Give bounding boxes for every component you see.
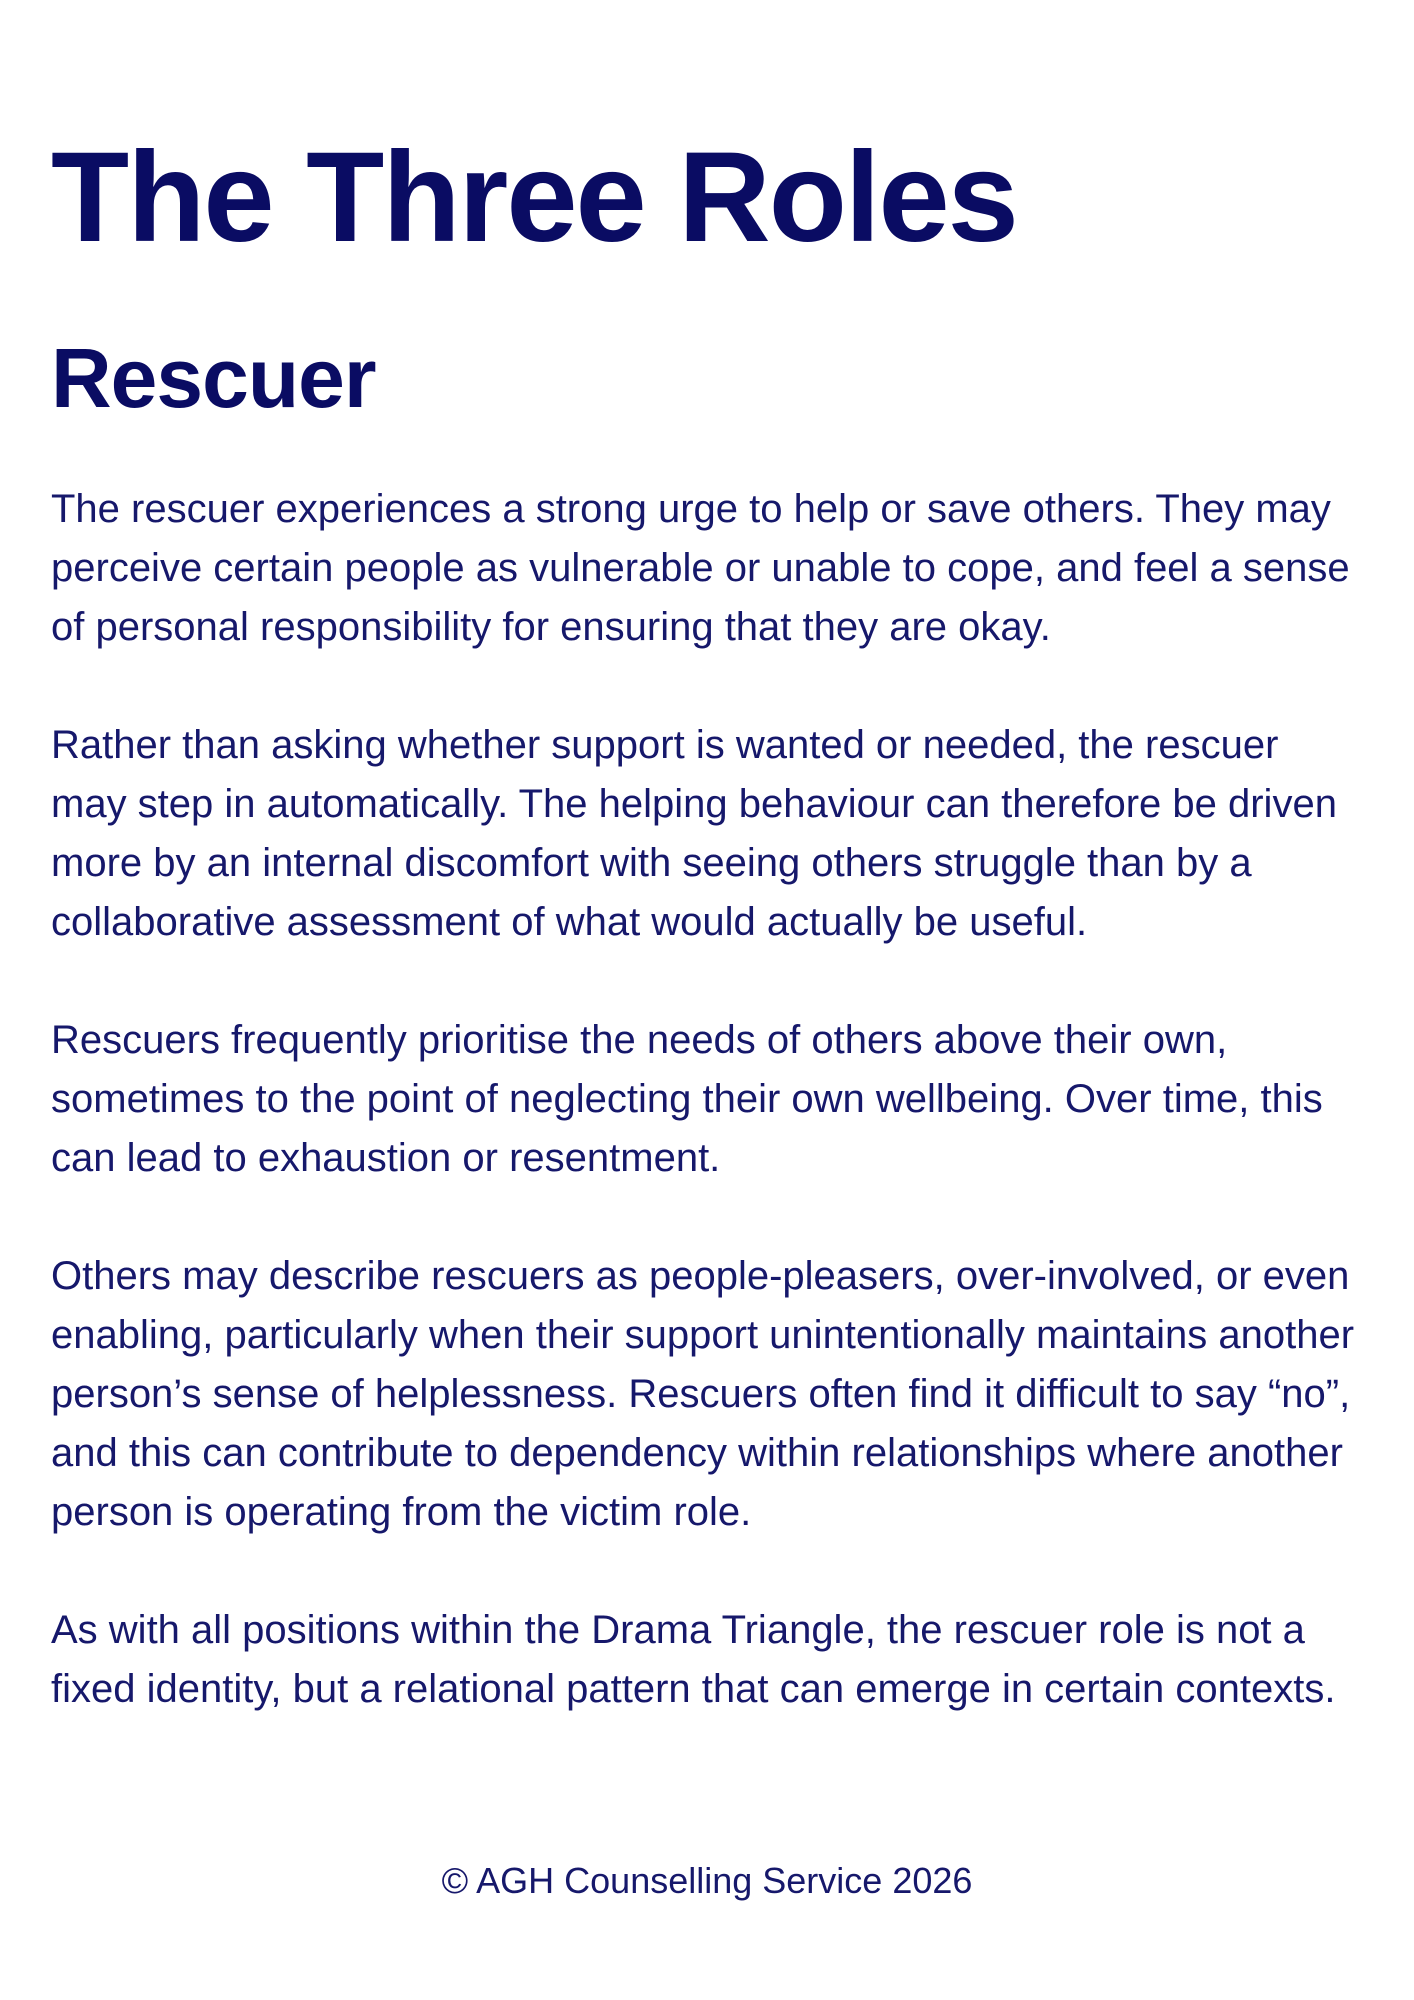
document-page [51,0,1363,2000]
page-title: The Three Roles [51,126,1017,269]
paragraph-3: Rescuers frequently prioritise the needs of others above their own, sometimes to the point of neglecting their own wellbeing. Over time, this can lead to exhaustion or resentment. [51,1018,1323,1180]
paragraph-5: As with all positions within the Drama Triangle, the rescuer role is not a fixed identity, but a relational pattern that can emerge in certain contexts. [51,1608,1336,1711]
body-text [51,480,1363,1778]
paragraph-1: The rescuer experiences a strong urge to help or save others. They may perceive certain people as vulnerable or unable to cope, and feel a sense of personal responsibility for ensuring that they are okay. [51,487,1350,649]
paragraph-2: Rather than asking whether support is wanted or needed, the rescuer may step in automatically. The helping behaviour can therefore be driven more by an internal discomfort with seeing others struggle than by a collaborative assessment of what would actually be useful. [51,723,1337,944]
section-heading-rescuer: Rescuer [51,331,376,425]
paragraph-4: Others may describe rescuers as people-pleasers, over-involved, or even enabling, particularly when their support unintentionally maintains another person’s sense of helplessness. Rescuers often find it difficult to say “no”, and this can contribute to dependency within relationships where another person is operating from the victim role. [51,1254,1355,1534]
copyright-footer: © AGH Counselling Service 2026 [441,1860,973,1901]
